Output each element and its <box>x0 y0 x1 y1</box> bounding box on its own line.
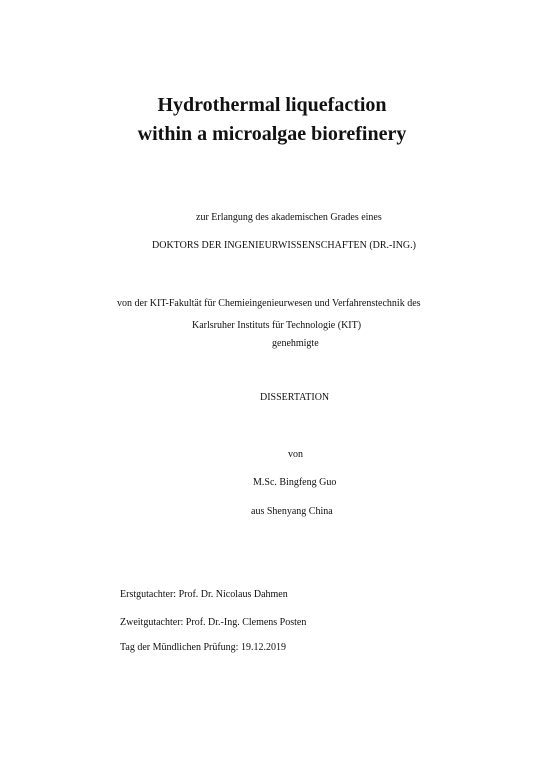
author-origin: aus Shenyang China <box>251 506 333 517</box>
faculty-line-1: von der KIT-Fakultät für Chemieingenieurwesen und Verfahrenstechnik des <box>117 298 421 309</box>
faculty-line-3: genehmigte <box>272 338 319 349</box>
thesis-title-line-1: Hydrothermal liquefaction <box>157 94 387 116</box>
degree-name: DOKTORS DER INGENIEURWISSENSCHAFTEN (DR.-ING.) <box>152 240 416 251</box>
first-reviewer: Erstgutachter: Prof. Dr. Nicolaus Dahmen <box>120 589 288 600</box>
author-von: von <box>288 449 303 460</box>
oral-exam-date: Tag der Mündlichen Prüfung: 19.12.2019 <box>120 642 286 653</box>
degree-purpose: zur Erlangung des akademischen Grades eines <box>196 212 382 223</box>
thesis-title-line-2: within a microalgae biorefinery <box>137 123 407 145</box>
second-reviewer: Zweitgutachter: Prof. Dr.-Ing. Clemens Posten <box>120 617 307 628</box>
author-name: M.Sc. Bingfeng Guo <box>253 477 337 488</box>
faculty-line-2: Karlsruher Instituts für Technologie (KIT) <box>192 320 362 331</box>
document-type: DISSERTATION <box>260 392 330 403</box>
